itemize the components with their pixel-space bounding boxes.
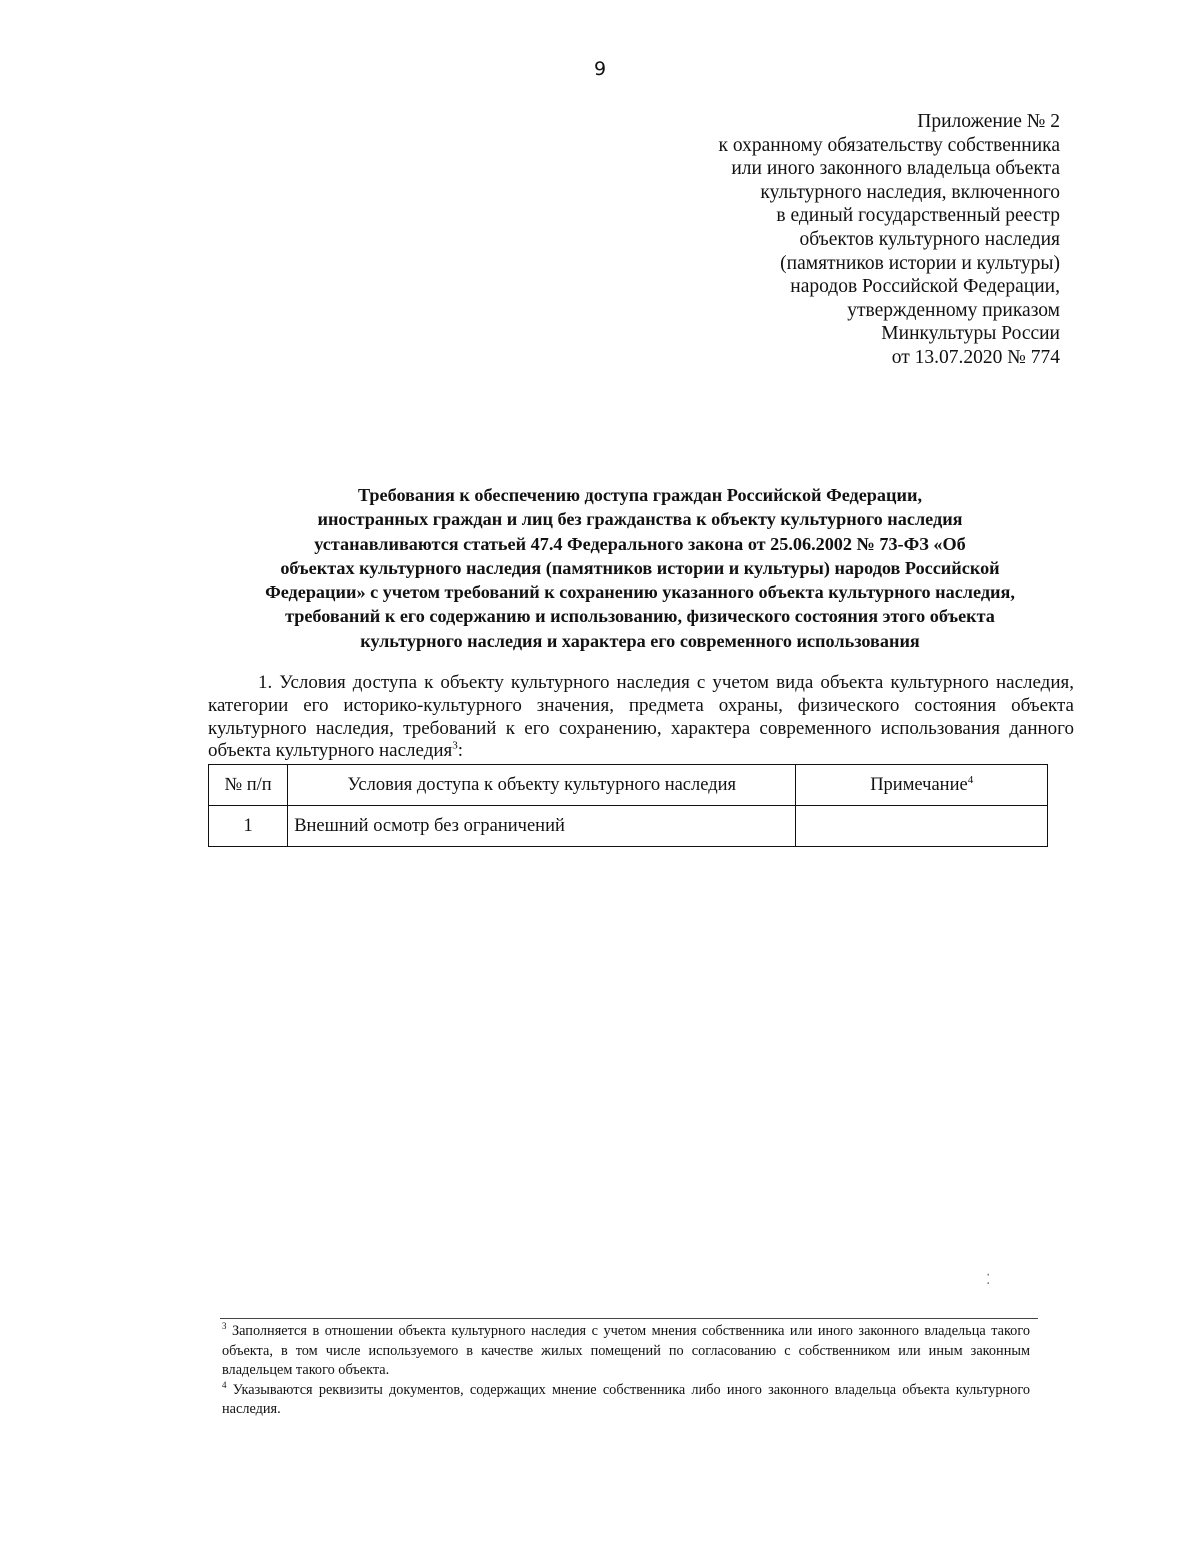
appendix-line: (памятников истории и культуры)	[780, 252, 1060, 274]
footnote-4-text: Указываются реквизиты документов, содержащих мнение собственника либо иного законного владельца объекта культурного наследия.	[222, 1381, 1030, 1418]
row-number: 1	[209, 806, 288, 847]
title-line: устанавливаются статьей 47.4 Федерального закона от 25.06.2002 № 73-ФЗ «Об	[314, 533, 966, 554]
row-conditions: Внешний осмотр без ограничений	[288, 806, 796, 847]
header-note-label: Примечание	[870, 774, 968, 795]
appendix-line: в единый государственный реестр	[776, 205, 1060, 227]
appendix-line: народов Российской Федерации,	[790, 276, 1060, 298]
footnote-ref-4: 4	[967, 773, 974, 786]
appendix-line: Приложение № 2	[917, 111, 1060, 132]
intro-suffix: :	[457, 740, 464, 762]
footnotes	[222, 1322, 1030, 1420]
document-title	[205, 483, 1075, 653]
appendix-line: от 13.07.2020 № 774	[891, 346, 1060, 368]
title-line: Требования к обеспечению доступа граждан Российской Федерации,	[357, 485, 922, 505]
header-conditions: Условия доступа к объекту культурного наследия	[288, 765, 796, 806]
footnote-3	[222, 1322, 1030, 1381]
appendix-line: Минкультуры России	[881, 323, 1060, 345]
title-line: объектах культурного наследия (памятников истории и культуры) народов Российской	[280, 557, 1000, 578]
table-header-row	[209, 765, 1048, 806]
title-line: Федерации» с учетом требований к сохранению указанного объекта культурного наследия,	[265, 582, 1015, 603]
appendix-line: к охранному обязательству собственника	[718, 134, 1060, 156]
header-note	[796, 765, 1048, 806]
appendix-line: или иного законного владельца объекта	[731, 158, 1060, 180]
appendix-line: утвержденному приказом	[847, 299, 1060, 321]
page-number: 9	[593, 58, 607, 80]
footnote-3-text: Заполняется в отношении объекта культурного наследия с учетом мнения собственника или иного законного владельца такого объекта, в том числе используемого в качестве жилых помещений по согласованию с собственником или иным законным владельцем такого объекта.	[222, 1323, 1030, 1379]
scan-mark: ⁚	[986, 1273, 991, 1288]
footnote-4	[222, 1381, 1030, 1420]
row-note	[796, 806, 1048, 847]
header-number: № п/п	[209, 765, 288, 806]
intro-text: 1. Условия доступа к объекту культурного наследия с учетом вида объекта культурного наследия, категории его историко-культурного значения, предмета охраны, физического состояния объекта культурного наследия, требований к его сохранению, характера современного использования данного объекта культурного наследия	[208, 672, 1074, 762]
footnote-3-marker: 3	[222, 1321, 227, 1332]
appendix-line: объектов культурного наследия	[799, 228, 1060, 250]
appendix-heading	[718, 110, 1060, 370]
footnote-ref-3: 3	[452, 740, 458, 753]
intro-paragraph	[208, 672, 1074, 763]
title-line: иностранных граждан и лиц без гражданства к объекту культурного наследия	[317, 509, 963, 530]
footnote-separator	[220, 1318, 1038, 1319]
title-line: требований к его содержанию и использованию, физического состояния этого объекта	[285, 606, 995, 627]
table-row	[209, 806, 1048, 847]
footnote-4-marker: 4	[222, 1380, 227, 1391]
appendix-line: культурного наследия, включенного	[760, 181, 1060, 203]
access-conditions-table	[208, 764, 1048, 847]
title-line: культурного наследия и характера его современного использования	[360, 630, 920, 651]
